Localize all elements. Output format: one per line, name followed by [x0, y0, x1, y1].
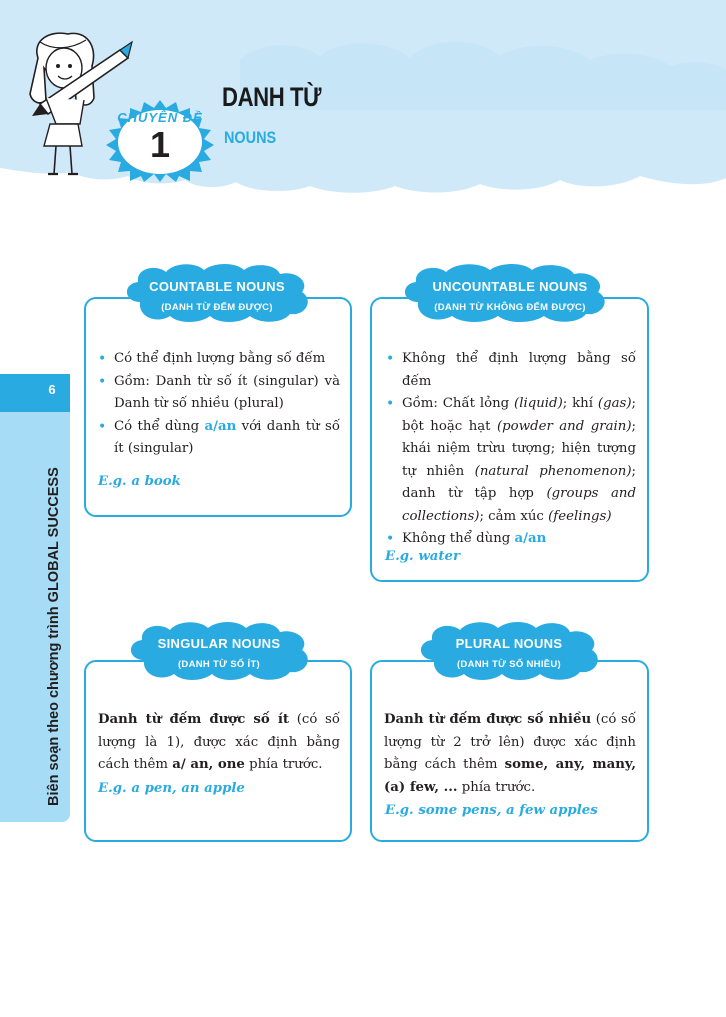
- uncountable-example: E.g. water: [385, 549, 460, 564]
- countable-bullet-list: [96, 348, 340, 461]
- countable-subtitle: (DANH TỪ ĐẾM ĐƯỢC): [161, 302, 273, 313]
- uncountable-bullet-list: [384, 348, 636, 551]
- chapter-badge: [104, 98, 216, 182]
- countable-title: COUNTABLE NOUNS: [149, 279, 285, 294]
- plural-title: PLURAL NOUNS: [455, 636, 563, 651]
- list-item: • Gồm: Chất lỏng (liquid); khí (gas); bột hoặc hạt (powder and grain); khái niệm trừu tượng; hiện tượng tự nhiên (natural phenomenon); danh từ tập hợp (groups and collections); cảm xúc (feelings): [384, 393, 636, 528]
- list-item: • Không thể định lượng bằng số đếm: [384, 348, 636, 393]
- uncountable-title: UNCOUNTABLE NOUNS: [432, 279, 588, 294]
- list-item: • Không thể dùng a/an: [384, 528, 636, 551]
- side-book-title-prefix: Biên soạn theo chương trình: [46, 602, 62, 806]
- plural-cloud-icon: [414, 620, 604, 682]
- plural-subtitle: (DANH TỪ SỐ NHIỀU): [456, 659, 562, 670]
- uncountable-subtitle: (DANH TỪ KHÔNG ĐẾM ĐƯỢC): [434, 302, 586, 313]
- side-book-title-brand: GLOBAL SUCCESS: [46, 467, 62, 603]
- list-item: • Có thể định lượng bằng số đếm: [96, 348, 340, 371]
- badge-number: 1: [149, 124, 171, 165]
- plural-example: E.g. some pens, a few apples: [385, 803, 598, 818]
- singular-description: Danh từ đếm được số ít (có số lượng là 1), được xác định bằng cách thêm a/ an, one phía trước.: [98, 712, 340, 772]
- badge-label: CHUYÊN ĐỀ: [117, 110, 203, 125]
- list-item: • Gồm: Danh từ số ít (singular) và Danh từ số nhiều (plural): [96, 371, 340, 416]
- singular-cloud-icon: [124, 620, 314, 682]
- plural-description: Danh từ đếm được số nhiều (có số lượng từ 2 trở lên) được xác định bằng cách thêm some, any, many, (a) few, ... phía trước.: [384, 712, 636, 795]
- side-book-title: [46, 467, 62, 806]
- singular-title: SINGULAR NOUNS: [157, 636, 281, 651]
- chapter-title: DANH TỪ: [222, 82, 322, 112]
- singular-example: E.g. a pen, an apple: [98, 781, 245, 796]
- chapter-subtitle: NOUNS: [224, 128, 277, 147]
- page-number: 6: [48, 382, 56, 397]
- countable-example: E.g. a book: [98, 474, 181, 489]
- list-item: • Có thể dùng a/an với danh từ số ít (singular): [96, 416, 340, 461]
- singular-subtitle: (DANH TỪ SỐ ÍT): [177, 659, 261, 670]
